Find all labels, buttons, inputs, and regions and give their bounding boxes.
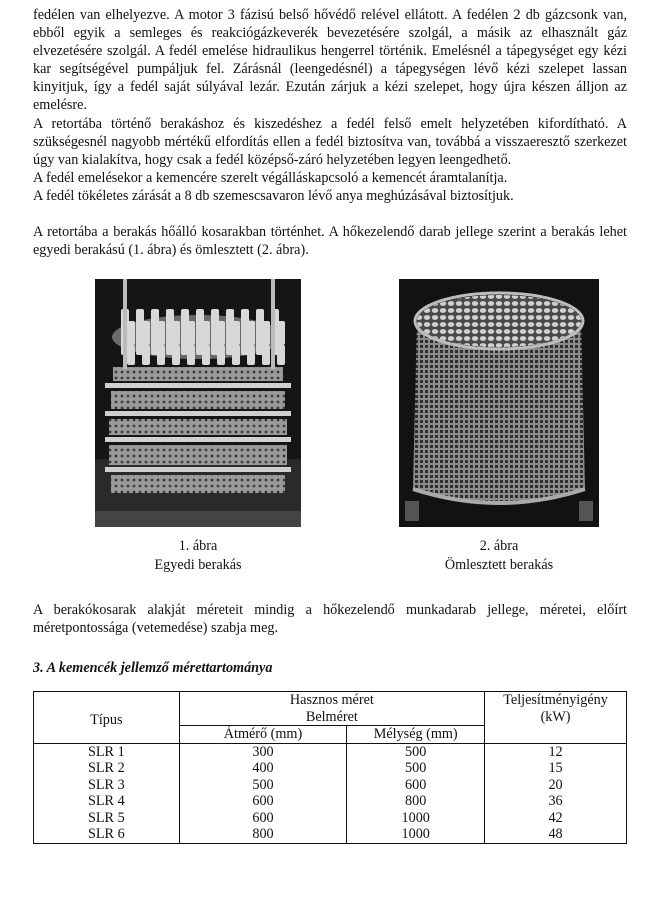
header-power-line1: Teljesítményigény (503, 692, 608, 709)
figure-2-number: 2. ábra (479, 538, 519, 555)
figure-1-photo (95, 279, 301, 527)
table-body (34, 743, 627, 843)
cell-diameter: 400 (179, 760, 347, 777)
header-type: Típus (34, 692, 180, 744)
document-page (33, 6, 627, 844)
cell-diameter: 500 (179, 777, 347, 794)
header-power (485, 692, 627, 744)
header-depth: Mélység (mm) (347, 726, 485, 744)
figure-1-caption: Egyedi berakás (154, 557, 242, 574)
figure-1 (95, 279, 301, 575)
figure-2-caption: Ömlesztett berakás (444, 557, 554, 574)
figure-2 (399, 279, 599, 575)
cell-diameter: 600 (179, 810, 347, 827)
cell-power: 42 (485, 810, 627, 827)
paragraph-lid-closing: A fedél tökéletes zárását a 8 db szemescsavaron lévő anya meghúzásával biztosítjuk. (33, 187, 514, 204)
paragraph-baskets: A berakókosarak alakját méreteit mindig a hőkezelendő munkadarab jellege, méretei, előírt méretpontossága (vetemedése) szabja meg. (33, 602, 627, 637)
figure-1-number: 1. ábra (178, 538, 218, 555)
header-power-line2: (kW) (540, 708, 571, 725)
bulk-loading-basket-image (399, 279, 599, 527)
cell-type: SLR 4 (34, 793, 180, 810)
cell-power: 20 (485, 777, 627, 794)
cell-power: 15 (485, 760, 627, 777)
table-row (34, 743, 627, 760)
paragraph-loading: A retortába a berakás hőálló kosarakban történhet. A hőkezelendő darab jellege szerint a berakás lehet egyedi berakású (1. ábra) és ömlesztett (2. ábra). (33, 224, 627, 259)
cell-power: 48 (485, 826, 627, 843)
individual-loading-basket-image (95, 279, 301, 527)
cell-depth: 500 (347, 743, 485, 760)
cell-type: SLR 3 (34, 777, 180, 794)
table-row (34, 826, 627, 843)
cell-type: SLR 1 (34, 743, 180, 760)
table-row (34, 793, 627, 810)
cell-power: 12 (485, 743, 627, 760)
paragraph-lid-rotation: A retortába történő berakáshoz és kiszedéshez a fedél felső emelt helyzetében kifordítható. A szükségesnél nagyobb mértékű elfordítás ellen a fedél biztosítva van, továbbá a visszaeresztő szerkezet úgy van kialakítva, hogy csak a fedél középső-záró helyzetében legyen leengedhető. (33, 115, 627, 168)
cell-depth: 600 (347, 777, 485, 794)
table-row (34, 760, 627, 777)
table-row (34, 810, 627, 827)
furnace-size-table (33, 691, 627, 844)
cell-depth: 1000 (347, 826, 485, 843)
cell-type: SLR 2 (34, 760, 180, 777)
cell-depth: 800 (347, 793, 485, 810)
header-diameter: Átmérő (mm) (179, 726, 347, 744)
cell-diameter: 600 (179, 793, 347, 810)
figure-2-photo (399, 279, 599, 527)
table-row (34, 777, 627, 794)
cell-type: SLR 5 (34, 810, 180, 827)
cell-diameter: 800 (179, 826, 347, 843)
header-useful-size (179, 692, 484, 726)
paragraph-limit-switch: A fedél emelésekor a kemencére szerelt végálláskapcsoló a kemencét áramtalanítja. (33, 169, 508, 186)
section-title: 3. A kemencék jellemző mérettartománya (33, 660, 273, 677)
paragraph-lid-operation: fedélen van elhelyezve. A motor 3 fázisú belső hővédő relével ellátott. A fedélen 2 db gázcsonk van, ebből egyik a semleges és reakciógázkeverék bevezetésére szolgál, a másik az elhasznált gáz elvezetésére szolgál. A fedél emelése hidraulikus hengerrel történik. Emelésnél a tápegységet egy kézi kar segítségével pumpáljuk fel. Zárásnál (leengedésnél) a tápegységen lévő kézi szelepet lassan kinyitjuk, így a fedél saját súlyával lezár. Ezután zárjuk a kézi szelepet, hogy újra készen álljon az emelésre. (33, 7, 627, 114)
header-useful-size-line2: Belméret (305, 708, 358, 725)
figures-row (33, 265, 627, 581)
cell-power: 36 (485, 793, 627, 810)
header-useful-size-line1: Hasznos méret (289, 692, 374, 709)
cell-depth: 500 (347, 760, 485, 777)
cell-depth: 1000 (347, 810, 485, 827)
cell-diameter: 300 (179, 743, 347, 760)
cell-type: SLR 6 (34, 826, 180, 843)
